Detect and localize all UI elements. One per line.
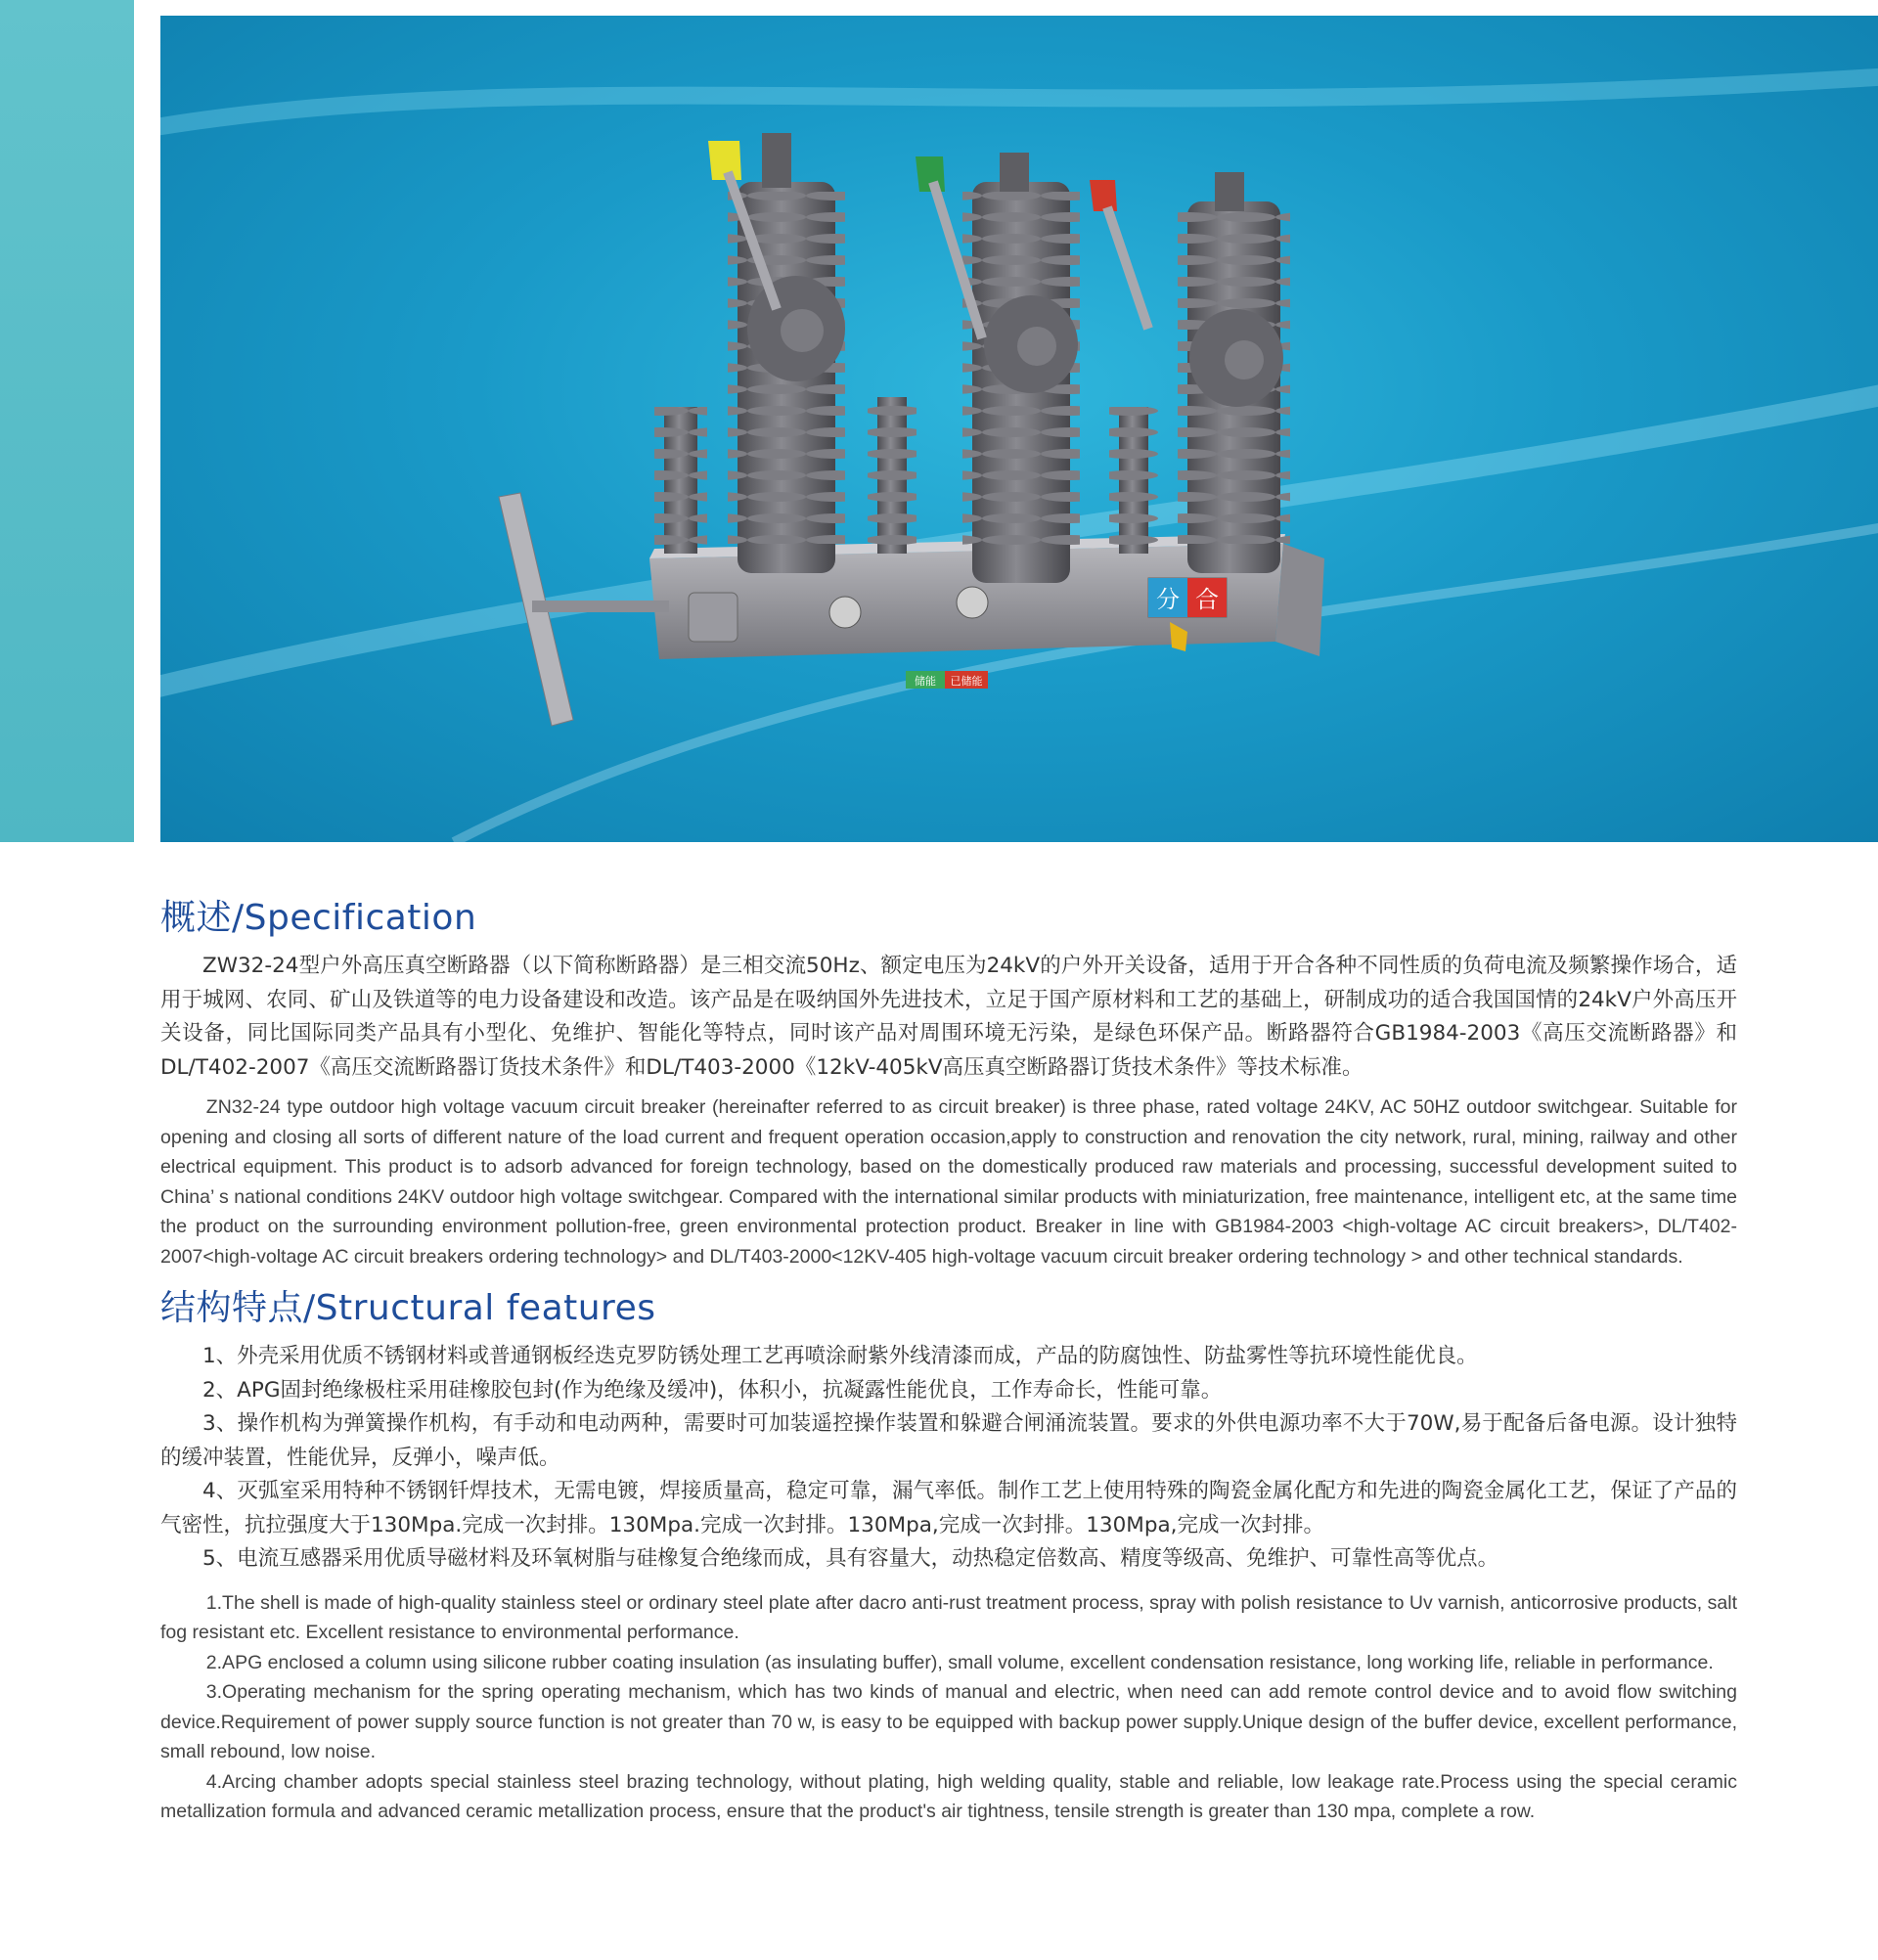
product-photo-banner <box>160 16 1878 842</box>
feature-item-cn: 4、灭弧室采用特种不锈钢钎焊技术，无需电镀，焊接质量高，稳定可靠，漏气率低。制作工艺上使用特殊的陶瓷金属化配方和先进的陶瓷金属化工艺，保证了产品的气密性，抗拉强度大于130Mpa.完成一次封排。130Mpa.完成一次封排。130Mpa,完成一次封排。130Mpa,完成一次封排。 <box>160 1479 1737 1537</box>
specification-text-en: ZN32-24 type outdoor high voltage vacuum circuit breaker (hereinafter referred to as circuit breaker) is three phase, rated voltage 24KV, AC 50HZ outdoor switchgear. Suitable for opening and closing all sorts of different nature of the load current and frequent operation occasion,apply to construction and renovation the city network, rural, mining, railway and other electrical equipment. This product is to adsorb advanced for foreign technology, based on the domestically produced raw materials and processing, successful development suited to China’ s national conditions 24KV outdoor high voltage switchgear. Compared with the international similar products with miniaturization, free maintenance, intelligent etc, at the same time the product on the surrounding environment pollution-free, green environmental protection product. Breaker in line with GB1984-2003 <high-voltage AC circuit breakers>, DL/T402-2007<high-voltage AC circuit breakers ordering technology> and DL/T403-2000<12KV-405 high-voltage vacuum circuit breaker ordering technology > and other technical standards. <box>160 1096 1737 1268</box>
surge-arrester-right <box>1109 407 1158 554</box>
close-label: 合 <box>1195 586 1219 613</box>
side-accent-strip <box>0 0 134 842</box>
feature-item-en: 4.Arcing chamber adopts special stainless steel brazing technology, without plating, high welding quality, stable and reliable, low leakage rate.Process using the special ceramic metallization formula and advanced ceramic metallization process, ensure that the product's air tightness, tensile strength is greater than 130 mpa, complete a row. <box>160 1770 1737 1822</box>
operating-shaft <box>532 601 669 612</box>
structural-features-heading: 结构特点/Structural features <box>160 1288 656 1328</box>
open-label: 分 <box>1156 586 1180 613</box>
specification-text-cn: ZW32-24型户外高压真空断路器（以下简称断路器）是三相交流50Hz、额定电压为24kV的户外开关设备，适用于开合各种不同性质的负荷电流及频繁操作场合，适用于城网、农同、矿山及铁道等的电力设备建设和改造。该产品是在吸纳国外先进技术，立足于国产原材料和工艺的基础上，研制成功的适合我国国情的24kV户外高压开关设备，同比国际同类产品具有小型化、免维护、智能化等特点，同时该产品对周围环境无污染，是绿色环保产品。断路器符合GB1984-2003《高压交流断路器》和DL/T402-2007《高压交流断路器订货技术条件》和DL/T403-2000《12kV-405kV高压真空断路器订货技术条件》等技术标准。 <box>160 954 1737 1080</box>
features-list-en <box>160 1588 1737 1827</box>
feature-item-en: 3.Operating mechanism for the spring operating mechanism, which has two kinds of manual and electric, when need can add remote control device and to avoid flow switching device.Requirement of power supply source function is not greater than 70 w, is easy to be equipped with backup power supply.Unique design of the buffer device, excellent performance, small rebound, low noise. <box>160 1681 1737 1762</box>
circuit-breaker-illustration <box>160 16 1878 842</box>
specification-heading: 概述/Specification <box>160 898 477 938</box>
feature-item-cn: 3、操作机构为弹簧操作机构，有手动和电动两种，需要时可加装遥控操作装置和躲避合闸涌流装置。要求的外供电源功率不大于70W,易于配备后备电源。设计独特的缓冲装置，性能优异，反弹小，噪声低。 <box>160 1411 1737 1470</box>
pole-column-b <box>916 153 1080 583</box>
feature-item-cn: 1、外壳采用优质不锈钢材料或普通钢板经迭克罗防锈处理工艺再喷涂耐紫外线清漆而成，产品的防腐蚀性、防盐雾性等抗环境性能优良。 <box>202 1344 1478 1368</box>
tag-charged: 已储能 <box>950 675 983 688</box>
tag-charge: 储能 <box>915 675 936 688</box>
phase-red-tag <box>1090 180 1117 211</box>
surge-arrester-left <box>654 407 707 554</box>
background-swoosh <box>160 74 1878 133</box>
pole-column-a <box>708 133 845 573</box>
feature-item-cn: 5、电流互感器采用优质导磁材料及环氧树脂与硅橡复合绝缘而成，具有容量大，动热稳定倍数高、精度等级高、免维护、可靠性高等优点。 <box>202 1546 1499 1571</box>
features-list-cn <box>160 1340 1737 1577</box>
status-tags <box>906 671 988 689</box>
feature-item-en: 2.APG enclosed a column using silicone rubber coating insulation (as insulating buffer), small volume, excellent condensation resistance, long working life, reliable in performance. <box>205 1651 1714 1673</box>
feature-item-en: 1.The shell is made of high-quality stainless steel or ordinary steel plate after dacro anti-rust treatment process, spray with polish resistance to Uv varnish, anticorrosive products, salt fog resistant etc. Excellent resistance to environmental performance. <box>160 1591 1737 1643</box>
feature-item-cn: 2、APG固封绝缘极柱采用硅橡胶包封(作为绝缘及缓冲)，体积小，抗凝露性能优良，工作寿命长，性能可靠。 <box>202 1377 1223 1403</box>
surge-arrester-mid <box>868 397 917 554</box>
document-body <box>160 895 1737 1827</box>
